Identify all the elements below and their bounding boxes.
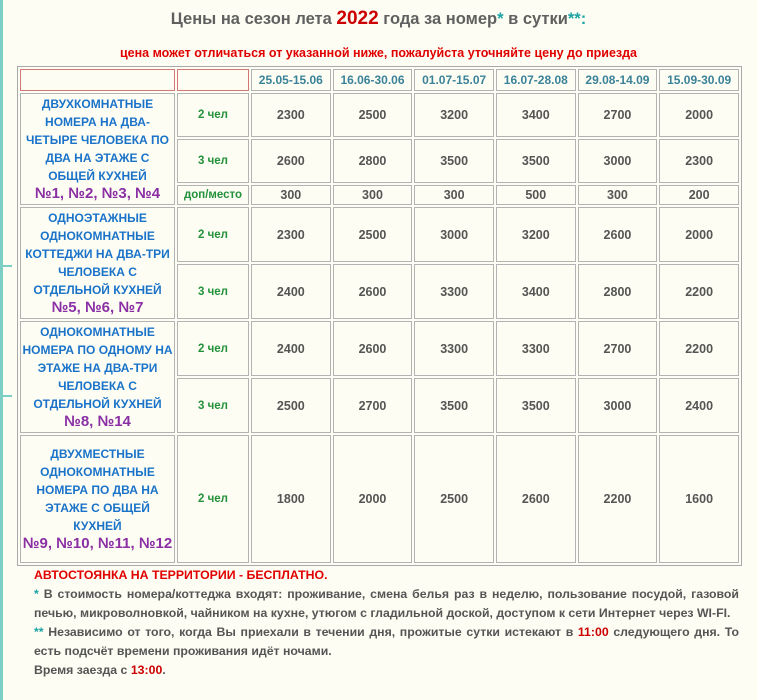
- checkin-end: .: [162, 663, 166, 677]
- room-numbers: №9, №10, №11, №12: [22, 535, 173, 552]
- period-header: 29.08-14.09: [578, 69, 658, 91]
- header-blank-cell: [177, 69, 249, 91]
- price-cell: 3300: [414, 321, 494, 376]
- note-checkout-text-end: следующего дня. То есть подсчёт времени проживания идёт ночами.: [34, 625, 739, 658]
- period-header: 16.06-30.06: [333, 69, 413, 91]
- note-included: [34, 585, 739, 623]
- room-numbers: №5, №6, №7: [51, 299, 144, 316]
- checkin-time: 13:00: [130, 663, 163, 677]
- price-cell: 2600: [496, 435, 576, 563]
- price-cell: 3400: [496, 93, 576, 137]
- title-year: 2022: [336, 8, 379, 29]
- price-cell: 2200: [659, 264, 739, 319]
- price-cell: 2700: [333, 378, 413, 433]
- room-numbers: №8, №14: [64, 413, 131, 430]
- header-blank-cell: [20, 69, 175, 91]
- occupancy-cell: 3 чел: [177, 378, 249, 433]
- occupancy-cell: 2 чел: [177, 207, 249, 262]
- price-cell: 3200: [414, 93, 494, 137]
- occupancy-cell: 3 чел: [177, 139, 249, 183]
- left-accent-tick: [0, 265, 12, 267]
- table-row: [20, 93, 739, 137]
- room-type-cell: [20, 207, 175, 319]
- price-cell: 3000: [414, 207, 494, 262]
- title-prefix: Цены на сезон лета: [170, 10, 332, 28]
- price-cell: 2200: [659, 321, 739, 376]
- price-cell: 2400: [659, 378, 739, 433]
- price-cell: 2600: [578, 207, 658, 262]
- price-notice: цена может отличаться от указанной ниже, пожалуйста уточняйте цену до приезда: [119, 46, 638, 60]
- price-cell: 2800: [578, 264, 658, 319]
- price-cell: 500: [496, 185, 576, 205]
- title-star: **:: [567, 10, 587, 28]
- price-cell: 3000: [578, 139, 658, 183]
- period-header: 15.09-30.09: [659, 69, 739, 91]
- price-cell: 2800: [333, 139, 413, 183]
- checkout-time: 11:00: [577, 625, 609, 639]
- price-cell: 3400: [496, 264, 576, 319]
- note-star: *: [34, 587, 39, 601]
- price-cell: 2600: [333, 264, 413, 319]
- occupancy-cell: доп/место: [177, 185, 249, 205]
- period-header: 25.05-15.06: [251, 69, 331, 91]
- price-cell: 2300: [251, 93, 331, 137]
- parking-note: АВТОСТОЯНКА НА ТЕРРИТОРИИ - БЕСПЛАТНО.: [34, 568, 328, 582]
- price-table: [17, 66, 742, 566]
- note-included-text: В стоимость номера/коттеджа входят: проживание, смена белья раз в неделю, пользование посудой, газовой печью, микроволновкой, чайником на кухне, утюгом с гладильной доской, доступом к сети Интернет через WI-FI.: [34, 587, 739, 620]
- price-cell: 3500: [414, 378, 494, 433]
- checkin-note: [34, 661, 739, 680]
- price-cell: 3300: [414, 264, 494, 319]
- price-cell: 2700: [578, 321, 658, 376]
- price-cell: 2200: [578, 435, 658, 563]
- price-cell: 2600: [333, 321, 413, 376]
- price-cell: 3200: [496, 207, 576, 262]
- note-checkout-text: Независимо от того, когда Вы приехали в течении дня, прожитые сутки истекают в: [48, 625, 574, 639]
- price-cell: 3300: [496, 321, 576, 376]
- price-cell: 2400: [251, 264, 331, 319]
- price-cell: 3500: [414, 139, 494, 183]
- note-checkout: [34, 623, 739, 661]
- price-cell: 2500: [414, 435, 494, 563]
- occupancy-cell: 3 чел: [177, 264, 249, 319]
- checkin-label: Время заезда с: [34, 663, 128, 677]
- price-cell: 2700: [578, 93, 658, 137]
- period-header: 01.07-15.07: [414, 69, 494, 91]
- table-row: [20, 321, 739, 376]
- table-row: [20, 435, 739, 563]
- room-type-cell: [20, 93, 175, 205]
- price-cell: 300: [414, 185, 494, 205]
- price-cell: 2000: [659, 93, 739, 137]
- price-cell: 2000: [333, 435, 413, 563]
- occupancy-cell: 2 чел: [177, 321, 249, 376]
- price-cell: 3000: [578, 378, 658, 433]
- price-cell: 3500: [496, 378, 576, 433]
- price-cell: 2000: [659, 207, 739, 262]
- table-header-row: [20, 69, 739, 91]
- price-cell: 300: [251, 185, 331, 205]
- price-cell: 2300: [659, 139, 739, 183]
- room-type-cell: [20, 321, 175, 433]
- occupancy-cell: 2 чел: [177, 435, 249, 563]
- left-accent-line: [0, 0, 3, 700]
- note-star: **: [34, 625, 44, 639]
- price-cell: 300: [333, 185, 413, 205]
- room-type-cell: [20, 435, 175, 563]
- price-cell: 200: [659, 185, 739, 205]
- period-header: 16.07-28.08: [496, 69, 576, 91]
- price-cell: 2500: [333, 93, 413, 137]
- room-type-name: ОДНОКОМНАТНЫЕ НОМЕРА ПО ОДНОМУ НА ЭТАЖЕ НА ДВА-ТРИ ЧЕЛОВЕКА С ОТДЕЛЬНОЙ КУХНЕЙ: [22, 325, 173, 411]
- price-cell: 2600: [251, 139, 331, 183]
- price-cell: 3500: [496, 139, 576, 183]
- occupancy-cell: 2 чел: [177, 93, 249, 137]
- price-cell: 1800: [251, 435, 331, 563]
- price-cell: 2300: [251, 207, 331, 262]
- title-suffix: в сутки: [508, 10, 568, 28]
- price-cell: 2400: [251, 321, 331, 376]
- room-numbers: №1, №2, №3, №4: [34, 185, 161, 202]
- room-type-name: ДВУХКОМНАТНЫЕ НОМЕРА НА ДВА-ЧЕТЫРЕ ЧЕЛОВЕКА ПО ДВА НА ЭТАЖЕ С ОБЩЕЙ КУХНЕЙ: [26, 97, 169, 183]
- room-type-name: ОДНОЭТАЖНЫЕ ОДНОКОМНАТНЫЕ КОТТЕДЖИ НА ДВА-ТРИ ЧЕЛОВЕКА С ОТДЕЛЬНОЙ КУХНЕЙ: [25, 211, 170, 297]
- left-accent-tick: [0, 395, 12, 397]
- price-cell: 2500: [333, 207, 413, 262]
- title-middle: года за номер: [383, 10, 498, 28]
- price-cell: 1600: [659, 435, 739, 563]
- footer-notes: [34, 566, 739, 680]
- room-type-name: ДВУХМЕСТНЫЕ ОДНОКОМНАТНЫЕ НОМЕРА ПО ДВА НА ЭТАЖЕ С ОБЩЕЙ КУХНЕЙ: [36, 447, 159, 533]
- price-cell: 2500: [251, 378, 331, 433]
- page-title: [0, 8, 757, 30]
- title-star: *: [497, 10, 504, 28]
- table-row: [20, 207, 739, 262]
- price-cell: 300: [578, 185, 658, 205]
